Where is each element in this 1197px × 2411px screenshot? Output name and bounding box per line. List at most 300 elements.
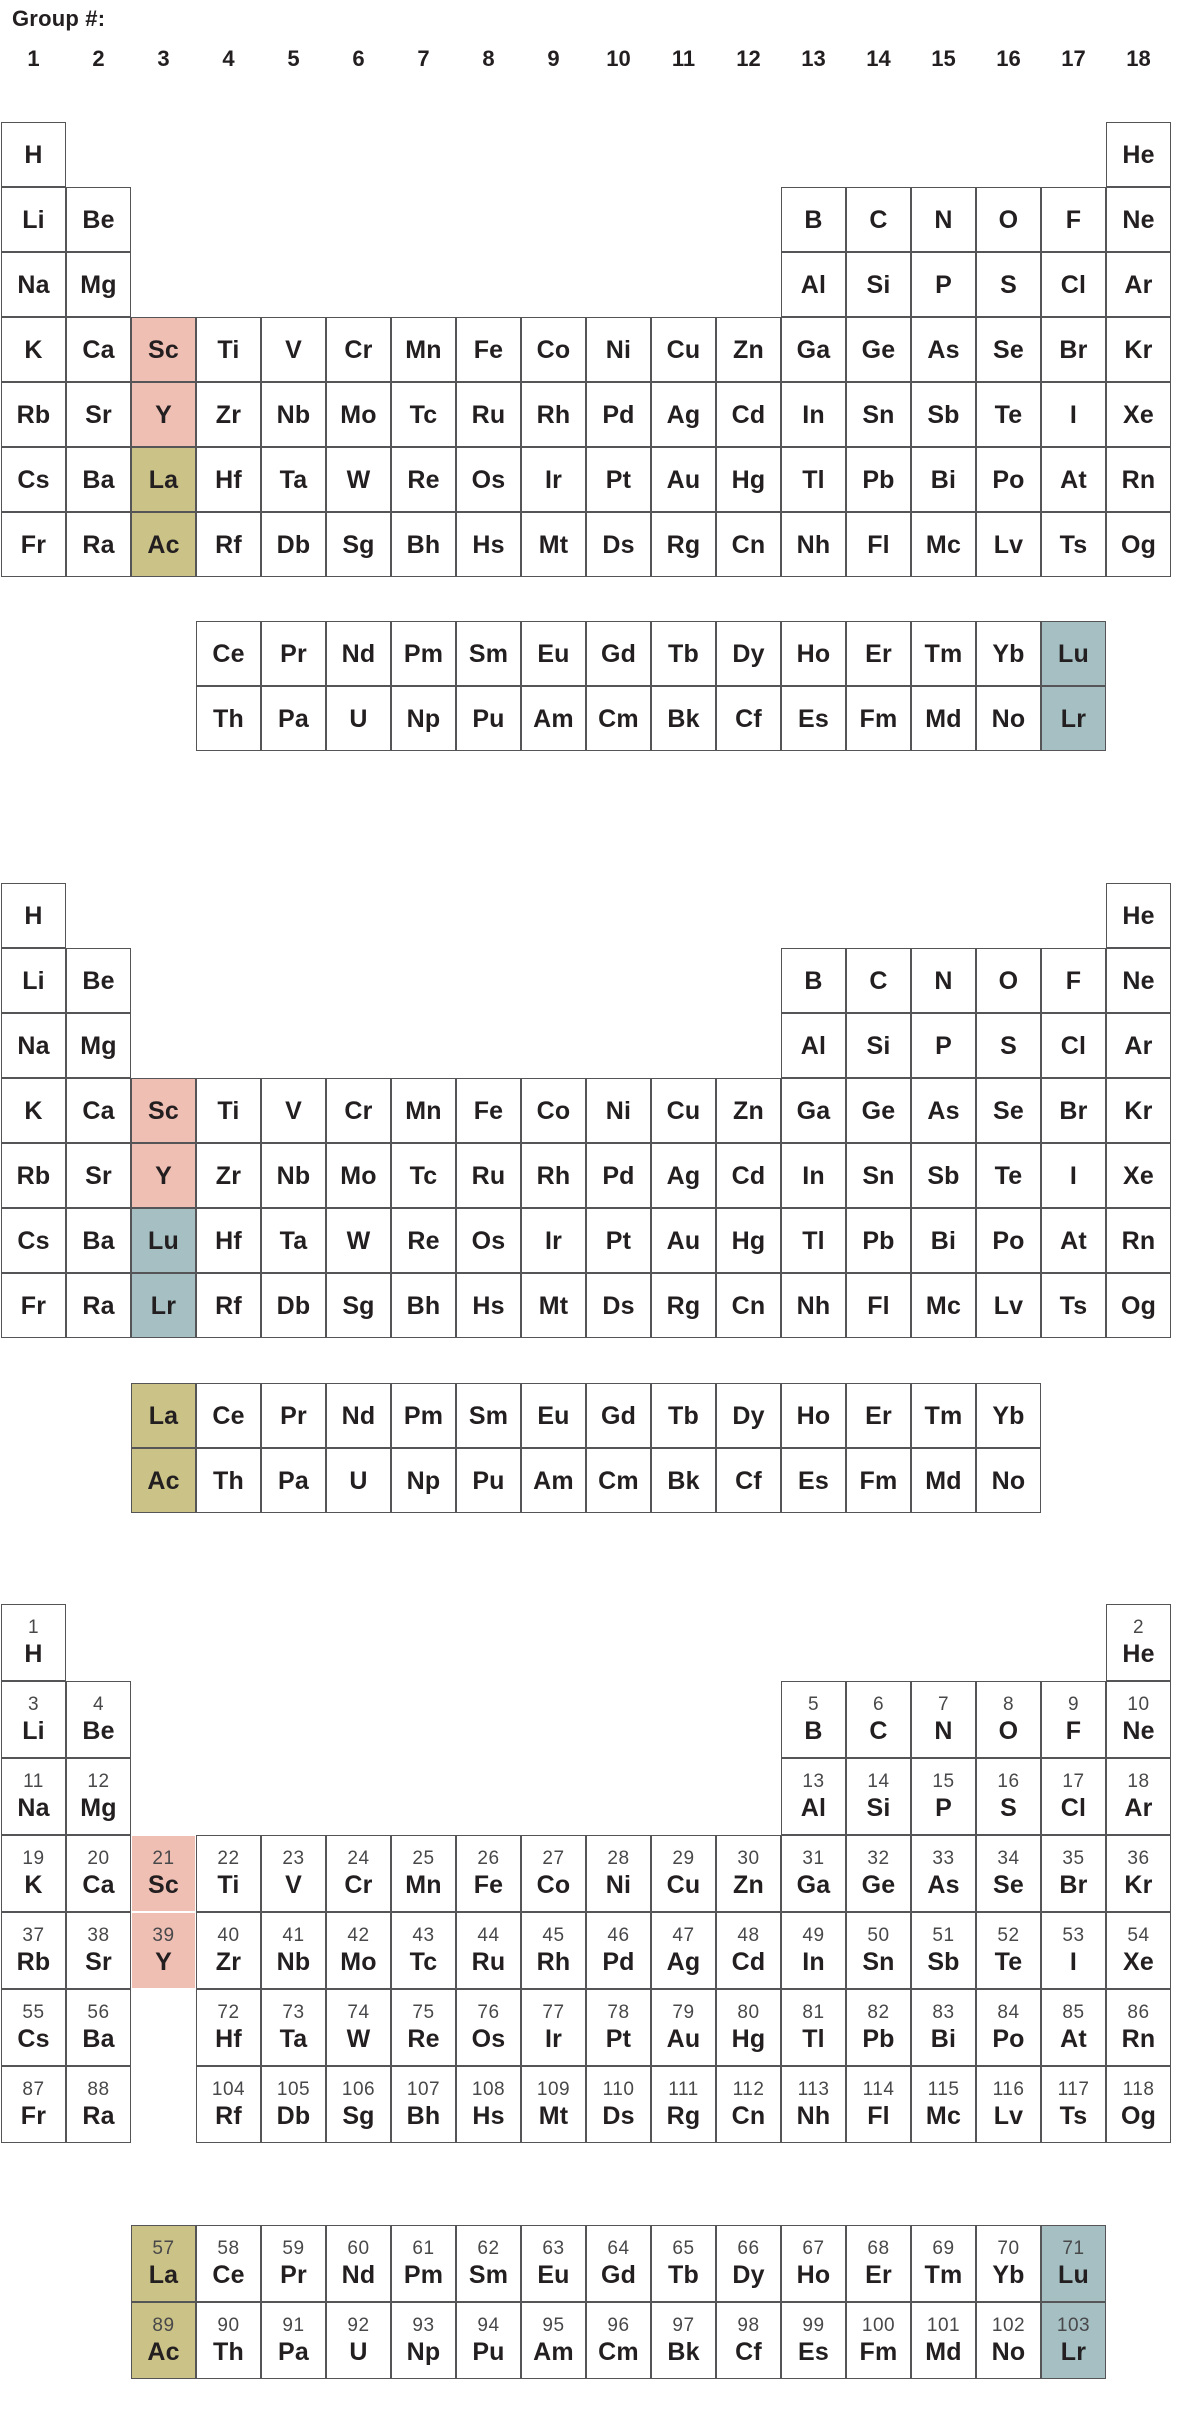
periodic-table-group3-gap-numbered: [1, 1604, 1171, 2143]
element-cell-i: [1041, 1143, 1106, 1208]
element-cell-pr: [261, 621, 326, 686]
element-symbol: Bi: [930, 465, 957, 494]
element-cell-y: [131, 382, 196, 447]
element-symbol: Fe: [473, 1096, 504, 1125]
element-symbol: Re: [407, 2025, 440, 2054]
element-cell-md: [911, 1448, 976, 1513]
element-symbol: Na: [17, 1031, 50, 1060]
element-symbol: Po: [992, 2025, 1025, 2054]
element-symbol: Tm: [924, 639, 963, 668]
element-cell-mc: [911, 1273, 976, 1338]
element-symbol: In: [802, 400, 825, 429]
empty-slot: [586, 1013, 651, 1078]
atomic-number: 73: [282, 2001, 305, 2023]
element-symbol: Pr: [280, 639, 307, 668]
element-symbol: As: [927, 335, 960, 364]
element-cell-yb: [976, 1383, 1041, 1448]
element-symbol: Al: [800, 1031, 827, 1060]
element-cell-cn: [716, 2066, 781, 2143]
empty-slot: [586, 252, 651, 317]
atomic-number: 12: [87, 1770, 110, 1792]
element-symbol: Cs: [17, 2025, 50, 2054]
element-cell-tc: [391, 1912, 456, 1989]
atomic-number: 37: [22, 1924, 45, 1946]
element-cell-po: [976, 1208, 1041, 1273]
element-cell-ho: [781, 621, 846, 686]
element-symbol: Mc: [925, 1291, 962, 1320]
element-symbol: Ru: [471, 400, 506, 429]
element-symbol: Mo: [340, 1161, 377, 1190]
atomic-number: 23: [282, 1847, 305, 1869]
empty-slot: [651, 187, 716, 252]
element-cell-cn: [716, 1273, 781, 1338]
element-cell-db: [261, 1273, 326, 1338]
element-cell-xe: [1106, 1912, 1171, 1989]
atomic-number: 4: [92, 1693, 105, 1715]
element-cell-ra: [66, 2066, 131, 2143]
empty-slot: [846, 883, 911, 948]
element-symbol: Ce: [212, 1401, 245, 1430]
atomic-number: 62: [477, 2237, 500, 2259]
fblock-15-wide-numbered: [131, 2225, 1106, 2379]
empty-slot: [196, 1604, 261, 1681]
element-symbol: Sm: [468, 1401, 509, 1430]
element-symbol: K: [24, 1096, 43, 1125]
empty-slot: [196, 948, 261, 1013]
element-cell-mo: [326, 1912, 391, 1989]
element-symbol: W: [346, 2025, 371, 2054]
element-cell-bk: [651, 2302, 716, 2379]
element-cell-ta: [261, 447, 326, 512]
element-cell-zn: [716, 317, 781, 382]
element-symbol: Kr: [1124, 1871, 1153, 1900]
empty-slot: [976, 1604, 1041, 1681]
empty-slot: [716, 252, 781, 317]
empty-slot: [131, 883, 196, 948]
element-cell-md: [911, 686, 976, 751]
element-symbol: U: [349, 1466, 368, 1495]
element-cell-rg: [651, 512, 716, 577]
element-symbol: Zn: [733, 335, 764, 364]
atomic-number: 90: [217, 2314, 240, 2336]
element-symbol: Ta: [279, 2025, 308, 2054]
element-symbol: Lr: [150, 1291, 177, 1320]
element-symbol: Pd: [602, 1161, 635, 1190]
group-numbers-row: [1, 44, 1171, 74]
element-cell-ar: [1106, 1758, 1171, 1835]
element-cell-tb: [651, 621, 716, 686]
group-number-heading: Group #:: [12, 6, 106, 31]
atomic-number: 31: [802, 1847, 825, 1869]
atomic-number: 107: [406, 2078, 441, 2100]
element-symbol: Lr: [1060, 2338, 1087, 2367]
element-symbol: Ra: [82, 1291, 115, 1320]
element-symbol: Be: [82, 205, 115, 234]
element-cell-es: [781, 1448, 846, 1513]
element-cell-bh: [391, 512, 456, 577]
element-cell-k: [1, 1835, 66, 1912]
atomic-number: 65: [672, 2237, 695, 2259]
atomic-number: 13: [802, 1770, 825, 1792]
atomic-number: 34: [997, 1847, 1020, 1869]
element-symbol: Ga: [796, 1871, 831, 1900]
element-symbol: Kr: [1124, 335, 1153, 364]
element-symbol: Pm: [403, 1401, 444, 1430]
element-cell-ge: [846, 317, 911, 382]
element-symbol: Th: [213, 704, 244, 733]
element-symbol: Hs: [472, 1291, 505, 1320]
element-symbol: Tb: [668, 2261, 699, 2290]
element-symbol: Lv: [993, 1291, 1024, 1320]
element-cell-ne: [1106, 948, 1171, 1013]
element-symbol: Pr: [280, 1401, 307, 1430]
element-cell-ca: [66, 1835, 131, 1912]
element-symbol: Bi: [930, 1226, 957, 1255]
element-symbol: B: [804, 966, 823, 995]
element-cell-pu: [456, 1448, 521, 1513]
element-cell-hg: [716, 1989, 781, 2066]
element-symbol: Y: [155, 1948, 172, 1977]
atomic-number: 47: [672, 1924, 695, 1946]
atomic-number: 38: [87, 1924, 110, 1946]
element-cell-he: [1106, 1604, 1171, 1681]
element-cell-mg: [66, 1758, 131, 1835]
element-cell-si: [846, 1758, 911, 1835]
atomic-number: 56: [87, 2001, 110, 2023]
element-symbol: Rn: [1121, 2025, 1156, 2054]
element-symbol: Ho: [796, 639, 831, 668]
element-cell-ce: [196, 2225, 261, 2302]
element-symbol: No: [991, 1466, 1026, 1495]
element-cell-ds: [586, 2066, 651, 2143]
element-symbol: Ra: [82, 530, 115, 559]
group-number-15: 15: [931, 46, 956, 71]
element-cell-ir: [521, 1208, 586, 1273]
element-cell-fr: [1, 512, 66, 577]
element-cell-er: [846, 1383, 911, 1448]
element-symbol: Ar: [1124, 1031, 1153, 1060]
empty-slot: [586, 187, 651, 252]
element-symbol: At: [1060, 1226, 1087, 1255]
atomic-number: 84: [997, 2001, 1020, 2023]
element-symbol: Zn: [733, 1871, 764, 1900]
element-symbol: Ac: [147, 1466, 180, 1495]
element-symbol: Br: [1059, 1096, 1088, 1125]
element-symbol: Ca: [82, 335, 115, 364]
atomic-number: 83: [932, 2001, 955, 2023]
empty-slot: [261, 122, 326, 187]
element-symbol: Lr: [1060, 704, 1087, 733]
atomic-number: 30: [737, 1847, 760, 1869]
element-cell-y: [131, 1912, 196, 1989]
element-symbol: Na: [17, 270, 50, 299]
element-symbol: Cm: [598, 1466, 639, 1495]
element-cell-mc: [911, 2066, 976, 2143]
atomic-number: 3: [27, 1693, 40, 1715]
element-cell-zr: [196, 1912, 261, 1989]
element-cell-lu: [131, 1208, 196, 1273]
element-cell-n: [911, 948, 976, 1013]
element-symbol: Ce: [212, 639, 245, 668]
element-symbol: Cn: [731, 2102, 766, 2131]
element-symbol: Ca: [82, 1096, 115, 1125]
element-cell-he: [1106, 122, 1171, 187]
element-symbol: Ge: [861, 1871, 896, 1900]
element-symbol: La: [148, 1401, 179, 1430]
element-cell-sn: [846, 1912, 911, 1989]
element-cell-cd: [716, 1912, 781, 1989]
element-cell-cr: [326, 1078, 391, 1143]
element-cell-la: [131, 1383, 196, 1448]
element-cell-og: [1106, 2066, 1171, 2143]
element-symbol: Sn: [862, 400, 895, 429]
element-symbol: Mc: [925, 2102, 962, 2131]
element-symbol: W: [346, 465, 371, 494]
element-cell-mt: [521, 1273, 586, 1338]
element-cell-ni: [586, 1835, 651, 1912]
element-symbol: Gd: [600, 2261, 637, 2290]
element-symbol: U: [349, 704, 368, 733]
element-symbol: In: [802, 1948, 825, 1977]
element-cell-dy: [716, 621, 781, 686]
element-cell-u: [326, 686, 391, 751]
empty-slot: [391, 252, 456, 317]
empty-slot: [391, 122, 456, 187]
element-cell-bh: [391, 2066, 456, 2143]
element-cell-se: [976, 1078, 1041, 1143]
element-symbol: Al: [800, 270, 827, 299]
element-symbol: Mo: [340, 1948, 377, 1977]
group-number-2: 2: [92, 46, 105, 71]
atomic-number: 109: [536, 2078, 571, 2100]
element-cell-rn: [1106, 447, 1171, 512]
element-cell-cd: [716, 1143, 781, 1208]
element-cell-sg: [326, 1273, 391, 1338]
element-cell-lv: [976, 1273, 1041, 1338]
element-cell-zn: [716, 1835, 781, 1912]
element-cell-nd: [326, 1383, 391, 1448]
element-cell-fr: [1, 1273, 66, 1338]
element-cell-nh: [781, 2066, 846, 2143]
empty-slot: [781, 1604, 846, 1681]
group-number-13: 13: [801, 46, 826, 71]
element-cell-cr: [326, 317, 391, 382]
element-symbol: Sb: [927, 1948, 960, 1977]
element-cell-ga: [781, 317, 846, 382]
element-symbol: Rn: [1121, 465, 1156, 494]
element-symbol: Nd: [341, 639, 376, 668]
element-symbol: K: [24, 1871, 43, 1900]
element-cell-se: [976, 317, 1041, 382]
element-cell-rb: [1, 1143, 66, 1208]
element-cell-cs: [1, 447, 66, 512]
element-symbol: Ti: [217, 335, 240, 364]
element-cell-am: [521, 1448, 586, 1513]
element-symbol: Ni: [605, 1871, 632, 1900]
element-cell-sr: [66, 1912, 131, 1989]
element-symbol: Rf: [215, 2102, 242, 2131]
element-symbol: Es: [798, 2338, 829, 2367]
periodic-table-la-ac-in-group3: [1, 122, 1171, 577]
element-cell-v: [261, 1078, 326, 1143]
element-symbol: As: [927, 1096, 960, 1125]
element-symbol: V: [285, 1096, 302, 1125]
element-cell-bk: [651, 1448, 716, 1513]
element-cell-ac: [131, 512, 196, 577]
element-symbol: Lu: [1058, 639, 1089, 668]
atomic-number: 54: [1127, 1924, 1150, 1946]
element-cell-np: [391, 686, 456, 751]
empty-slot: [716, 187, 781, 252]
element-cell-rb: [1, 382, 66, 447]
element-cell-no: [976, 1448, 1041, 1513]
element-cell-fe: [456, 1835, 521, 1912]
element-cell-p: [911, 252, 976, 317]
element-symbol: Sc: [148, 335, 179, 364]
element-cell-hf: [196, 447, 261, 512]
element-cell-h: [1, 1604, 66, 1681]
element-cell-ho: [781, 1383, 846, 1448]
element-cell-mo: [326, 382, 391, 447]
empty-slot: [66, 122, 131, 187]
element-cell-i: [1041, 382, 1106, 447]
element-symbol: Tb: [668, 1401, 699, 1430]
atomic-number: 115: [927, 2078, 960, 2100]
atomic-number: 28: [607, 1847, 630, 1869]
element-symbol: Tc: [409, 1161, 438, 1190]
element-symbol: Fm: [859, 2338, 898, 2367]
element-cell-ru: [456, 1912, 521, 1989]
element-cell-lu: [1041, 621, 1106, 686]
element-symbol: Pt: [605, 2025, 632, 2054]
element-symbol: Yb: [992, 1401, 1025, 1430]
element-cell-nh: [781, 1273, 846, 1338]
element-cell-w: [326, 1208, 391, 1273]
empty-slot: [586, 883, 651, 948]
atomic-number: 45: [542, 1924, 565, 1946]
element-cell-he: [1106, 883, 1171, 948]
element-symbol: No: [991, 2338, 1026, 2367]
element-symbol: Au: [666, 2025, 701, 2054]
element-symbol: Te: [994, 1161, 1023, 1190]
element-cell-er: [846, 621, 911, 686]
element-symbol: At: [1060, 2025, 1087, 2054]
atomic-number: 82: [867, 2001, 890, 2023]
element-symbol: Rg: [666, 2102, 701, 2131]
element-cell-ni: [586, 1078, 651, 1143]
empty-slot: [326, 1681, 391, 1758]
element-symbol: Eu: [537, 639, 570, 668]
element-symbol: Md: [925, 2338, 962, 2367]
element-cell-db: [261, 2066, 326, 2143]
atomic-number: 79: [672, 2001, 695, 2023]
empty-slot: [521, 187, 586, 252]
element-cell-fe: [456, 1078, 521, 1143]
element-cell-cm: [586, 1448, 651, 1513]
element-symbol: C: [869, 205, 888, 234]
element-symbol: Yb: [992, 639, 1025, 668]
element-cell-ar: [1106, 252, 1171, 317]
element-cell-ca: [66, 317, 131, 382]
element-symbol: Bh: [406, 2102, 441, 2131]
element-cell-s: [976, 252, 1041, 317]
element-symbol: Cd: [731, 1161, 766, 1190]
element-cell-kr: [1106, 317, 1171, 382]
element-cell-es: [781, 686, 846, 751]
empty-slot: [66, 883, 131, 948]
element-cell-tb: [651, 1383, 716, 1448]
element-cell-mt: [521, 2066, 586, 2143]
element-cell-ir: [521, 1989, 586, 2066]
element-cell-ag: [651, 1143, 716, 1208]
element-cell-cu: [651, 1078, 716, 1143]
element-symbol: Hg: [731, 2025, 766, 2054]
empty-slot: [651, 948, 716, 1013]
empty-slot: [196, 1013, 261, 1078]
element-cell-ra: [66, 512, 131, 577]
element-symbol: N: [934, 966, 953, 995]
element-symbol: O: [998, 205, 1019, 234]
element-cell-tm: [911, 621, 976, 686]
element-symbol: Rh: [536, 1948, 571, 1977]
atomic-number: 75: [412, 2001, 435, 2023]
element-cell-am: [521, 686, 586, 751]
group-number-6: 6: [352, 46, 365, 71]
element-cell-cs: [1, 1989, 66, 2066]
element-cell-co: [521, 317, 586, 382]
atomic-number: 52: [997, 1924, 1020, 1946]
element-cell-fm: [846, 1448, 911, 1513]
element-symbol: S: [1000, 1031, 1017, 1060]
element-symbol: Pa: [278, 1466, 309, 1495]
group-number-17: 17: [1061, 46, 1086, 71]
element-cell-ru: [456, 382, 521, 447]
empty-slot: [521, 883, 586, 948]
atomic-number: 1: [27, 1616, 40, 1638]
atomic-number: 87: [22, 2078, 45, 2100]
element-cell-te: [976, 382, 1041, 447]
element-symbol: Bk: [667, 1466, 700, 1495]
element-symbol: Pt: [605, 465, 632, 494]
element-symbol: Fr: [20, 2102, 47, 2131]
element-symbol: Cf: [735, 2338, 762, 2367]
element-symbol: Es: [798, 704, 829, 733]
element-symbol: La: [148, 465, 179, 494]
atomic-number: 96: [607, 2314, 630, 2336]
atomic-number: 20: [87, 1847, 110, 1869]
element-cell-au: [651, 447, 716, 512]
element-symbol: Cr: [344, 1096, 373, 1125]
element-symbol: Hs: [472, 2102, 505, 2131]
element-cell-tc: [391, 1143, 456, 1208]
element-cell-pm: [391, 621, 456, 686]
element-cell-y: [131, 1143, 196, 1208]
element-symbol: Bh: [406, 530, 441, 559]
element-symbol: Ru: [471, 1948, 506, 1977]
element-cell-xe: [1106, 382, 1171, 447]
element-cell-gd: [586, 1383, 651, 1448]
element-symbol: Nd: [341, 1401, 376, 1430]
element-cell-cl: [1041, 1758, 1106, 1835]
element-symbol: Rf: [215, 530, 242, 559]
group-number-3: 3: [157, 46, 170, 71]
element-cell-ac: [131, 1448, 196, 1513]
element-cell-no: [976, 686, 1041, 751]
element-cell-eu: [521, 1383, 586, 1448]
empty-slot: [716, 1013, 781, 1078]
element-symbol: Au: [666, 1226, 701, 1255]
element-symbol: Sg: [342, 530, 375, 559]
